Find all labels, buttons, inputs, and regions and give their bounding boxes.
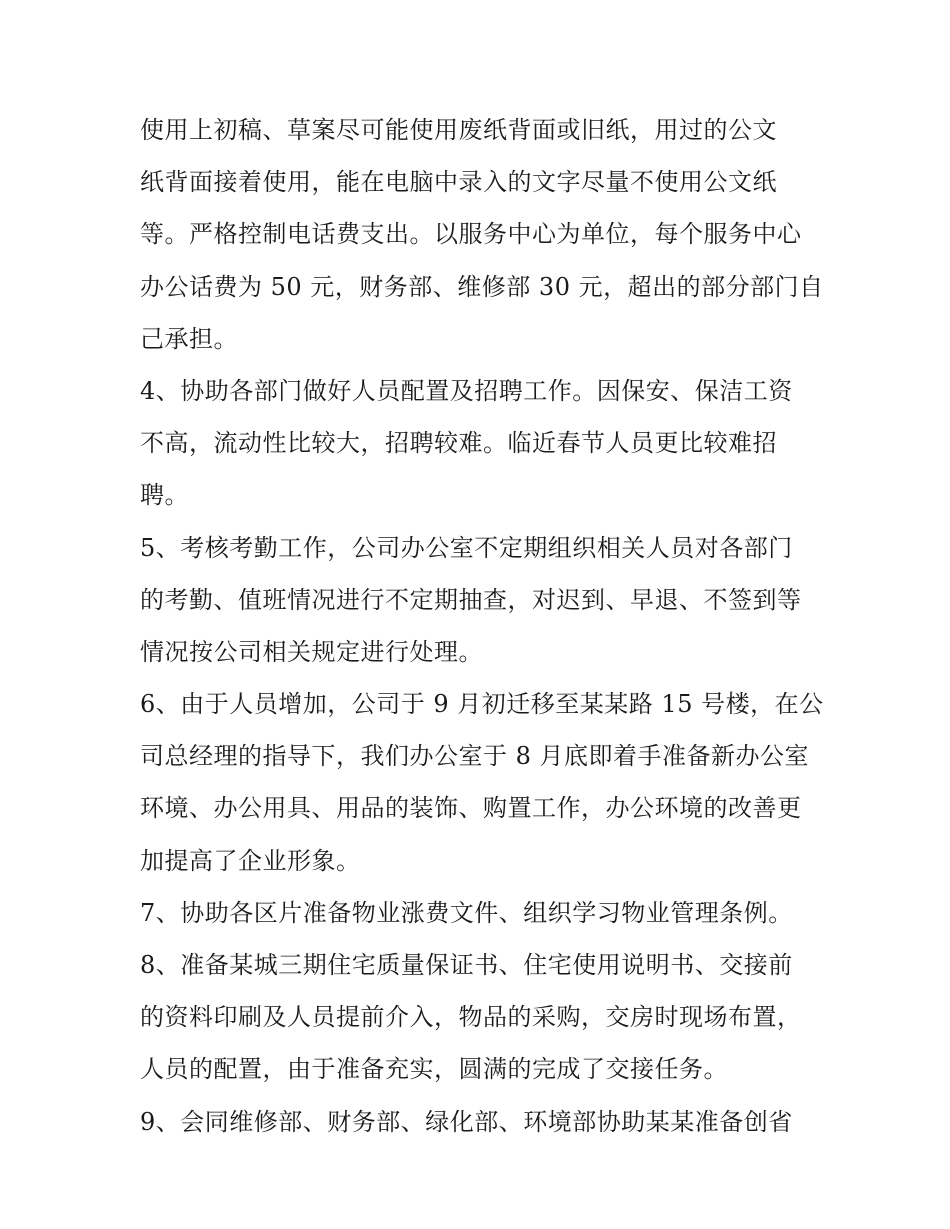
text-line: 等。严格控制电话费支出。以服务中心为单位，每个服务中心: [140, 220, 802, 249]
text-line: 人员的配置，由于准备充实，圆满的完成了交接任务。: [140, 1055, 728, 1084]
text-line: 司总经理的指导下，我们办公室于 8 月底即着手准备新办公室: [140, 742, 810, 771]
text-line: 办公话费为 50 元，财务部、维修部 30 元，超出的部分部门自: [140, 272, 824, 301]
text-line: 的资料印刷及人员提前介入，物品的采购，交房时现场布置，: [140, 1003, 802, 1032]
text-line: 5、考核考勤工作，公司办公室不定期组织相关人员对各部门: [140, 533, 793, 562]
text-line: 8、准备某城三期住宅质量保证书、住宅使用说明书、交接前: [140, 951, 793, 979]
text-line: 6、由于人员增加，公司于 9 月初迁移至某某路 15 号楼，在公: [140, 690, 824, 719]
text-line: 加提高了企业形象。: [140, 846, 361, 875]
text-line: 情况按公司相关规定进行处理。: [140, 637, 483, 666]
text-line: 不高，流动性比较大，招聘较难。临近春节人员更比较难招: [140, 429, 777, 458]
text-line: 4、协助各部门做好人员配置及招聘工作。因保安、保洁工资: [140, 376, 793, 405]
text-line: 9、会同维修部、财务部、绿化部、环境部协助某某准备创省: [140, 1107, 793, 1136]
text-line: 聘。: [140, 481, 189, 510]
text-line: 使用上初稿、草案尽可能使用废纸背面或旧纸，用过的公文: [140, 116, 777, 144]
text-line: 的考勤、值班情况进行不定期抽查，对迟到、早退、不签到等: [140, 585, 802, 614]
text-line: 7、协助各区片准备物业涨费文件、组织学习物业管理条例。: [140, 898, 793, 927]
text-line: 己承担。: [140, 324, 238, 353]
text-line: 环境、办公用具、用品的装饰、购置工作，办公环境的改善更: [140, 794, 802, 823]
document-body: [140, 104, 824, 1148]
text-line: 纸背面接着使用，能在电脑中录入的文字尽量不使用公文纸: [140, 168, 777, 197]
